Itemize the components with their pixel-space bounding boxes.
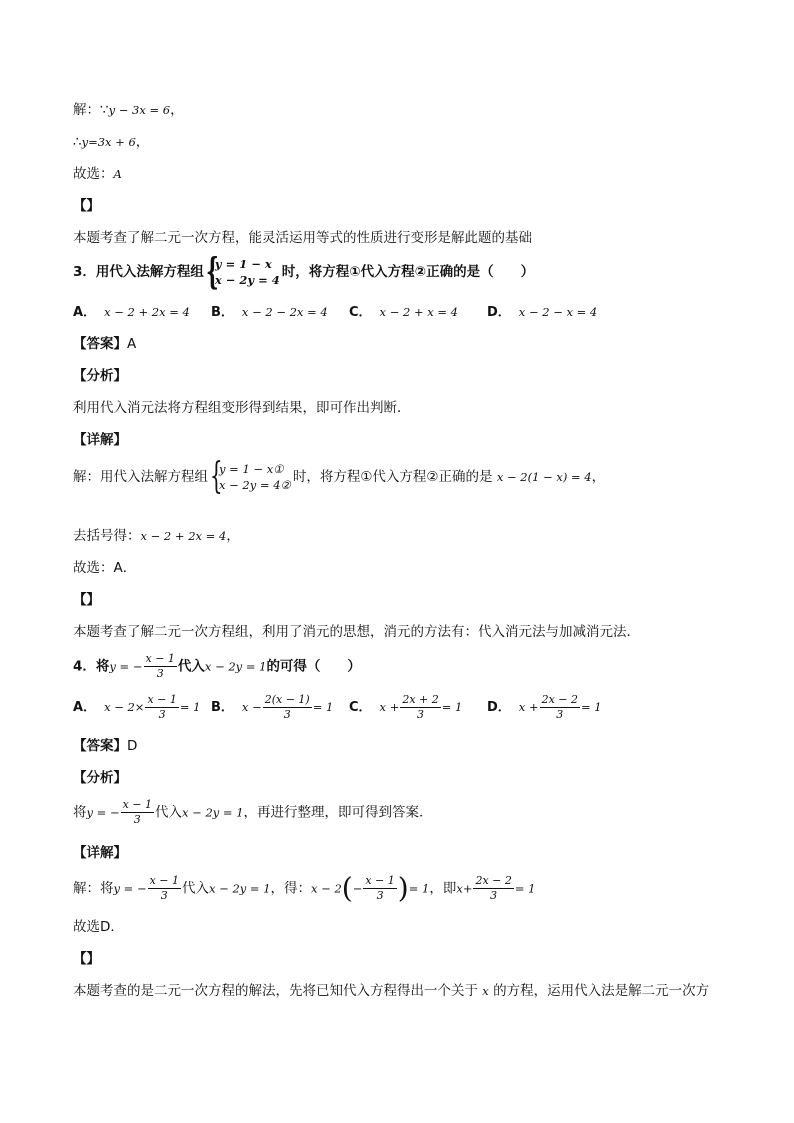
numerator: 2x + 2	[402, 693, 439, 706]
choose-line	[73, 165, 122, 183]
equation-system: { y = 1 − x① x − 2y = 4②	[210, 456, 291, 497]
punctuation: ，	[591, 469, 606, 485]
fraction	[473, 874, 513, 903]
numerator: x − 1	[365, 874, 395, 887]
q4-answer	[73, 737, 137, 755]
solution-line-1	[73, 101, 184, 119]
comment-text: 本题考查了解二元一次方程组，利用了消元的思想，消元的方法有：代入消元法与加减消元法．	[73, 624, 640, 640]
option-label: A．	[73, 700, 97, 715]
option-math: = 1	[441, 700, 463, 714]
numerator: 2(x − 1)	[264, 693, 310, 706]
comment-text: 本题考查了解二元一次方程，能灵活运用等式的性质进行变形是解此题的基础	[73, 230, 532, 246]
denominator: 3	[417, 708, 425, 721]
numerator: 2x − 2	[475, 874, 512, 887]
analysis-label: 【分析】	[73, 368, 127, 384]
math-expression: y = −	[109, 659, 143, 674]
q3-suffix: 时，将方程①代入方程②正确的是（ ）	[281, 264, 535, 280]
denominator: 3	[490, 889, 498, 902]
minus-sign: −	[352, 881, 363, 896]
answer-value: A	[127, 336, 137, 352]
q4-prefix: 4．将	[73, 658, 110, 675]
detail-get: ，得：	[270, 880, 312, 897]
detail-label: 【详解】	[73, 845, 127, 861]
option-math: = 1	[179, 700, 201, 714]
choose-line: 故选D．	[73, 919, 124, 935]
expand-prefix: 去括号得：	[73, 528, 141, 544]
option-math: x +	[379, 700, 400, 714]
q4-comment	[73, 982, 709, 1000]
detail-mid: 时，将方程①代入方程②正确的是	[292, 469, 493, 485]
q3-prefix: 3．用代入法解方程组	[73, 264, 204, 280]
math-expression: y = −	[113, 881, 147, 896]
detail-mid: 代入	[182, 880, 210, 897]
right-paren: )	[397, 871, 409, 905]
math-expression: x − 2y = 1	[204, 659, 267, 674]
math-expression: y − 3x = 6	[108, 103, 171, 117]
math-expression: x − 2	[311, 881, 342, 896]
math-expression: x − 2y = 1	[209, 881, 271, 896]
left-paren: (	[341, 871, 353, 905]
q4-suffix: 的可得（ ）	[266, 658, 361, 675]
analysis-mid: 代入	[155, 804, 183, 821]
choose-text: 故选：	[73, 166, 114, 182]
q3-option-a[interactable]	[73, 303, 190, 322]
section-bracket: 【】	[73, 198, 100, 214]
option-math: x − 2×	[104, 700, 145, 714]
q4-option-b[interactable]	[211, 693, 333, 722]
fraction	[363, 874, 396, 903]
q4-mid: 代入	[177, 658, 205, 675]
system-row-1: y = 1 − x	[214, 257, 272, 271]
choose-value: A	[113, 167, 122, 181]
math-expression: y = −	[86, 805, 120, 820]
denominator: 3	[376, 889, 384, 902]
option-math: x − 2 − x = 4	[518, 305, 598, 319]
punctuation: ，	[170, 102, 184, 118]
math-expression: y=3x + 6	[81, 135, 136, 149]
math-expression: = 1	[514, 881, 536, 896]
comment-suffix: 的方程，运用代入法是解二元一次方	[493, 983, 710, 999]
numerator: x − 1	[122, 798, 153, 811]
answer-label: 【答案】	[73, 738, 127, 754]
analysis-prefix: 将	[73, 804, 87, 821]
option-label: C．	[349, 700, 372, 715]
detail-prefix: 解：将	[73, 880, 114, 897]
detail-label: 【详解】	[73, 432, 127, 448]
option-label: D．	[487, 700, 511, 715]
analysis-text: 利用代入消元法将方程组变形得到结果，即可作出判断．	[73, 400, 411, 416]
option-label: B．	[211, 305, 234, 320]
denominator: 3	[158, 708, 166, 721]
denominator: 3	[160, 889, 168, 902]
analysis-post: ，再进行整理，即可得到答案．	[243, 804, 433, 821]
math-expression: x − 2(1 − x) = 4	[496, 470, 592, 484]
section-bracket: 【】	[73, 592, 100, 608]
analysis-label: 【分析】	[73, 770, 127, 786]
math-expression: x − 2 + 2x = 4	[140, 529, 227, 543]
solution-line-2	[73, 133, 149, 151]
option-math: x − 2 − 2x = 4	[241, 305, 328, 319]
q4-option-c[interactable]	[349, 693, 462, 722]
fraction	[145, 693, 178, 722]
fraction	[540, 693, 580, 722]
numerator: x − 1	[145, 652, 175, 665]
system-row-1: y = 1 − x①	[219, 462, 284, 476]
comment-prefix: 本题考查的是二元一次方程的解法，先将已知代入方程得出一个关于	[73, 983, 478, 999]
q3-option-b[interactable]	[211, 303, 328, 322]
detail-then: ，即	[429, 880, 457, 897]
math-variable: x	[482, 984, 489, 998]
denominator: 3	[556, 708, 564, 721]
q4-question	[73, 652, 361, 681]
q3-option-d[interactable]	[487, 303, 597, 322]
option-label: A．	[73, 305, 97, 320]
fraction	[144, 652, 177, 681]
numerator: x − 1	[147, 693, 177, 706]
system-row-2: x − 2y = 4	[214, 273, 280, 287]
fraction	[400, 693, 440, 722]
answer-value: D	[127, 738, 138, 754]
option-label: C．	[349, 305, 372, 320]
denominator: 3	[156, 667, 164, 680]
q4-detail-line	[73, 871, 536, 905]
math-expression: x+	[456, 881, 473, 896]
punctuation: ，	[226, 528, 240, 544]
choose-line: 故选：A．	[73, 560, 137, 576]
q3-question	[73, 251, 535, 293]
equation-system: { y = 1 − x x − 2y = 4	[205, 251, 280, 293]
q3-detail-line	[73, 456, 606, 497]
math-expression: = 1	[408, 881, 430, 896]
section-bracket: 【】	[73, 951, 100, 967]
q3-answer	[73, 335, 136, 353]
fraction	[263, 693, 312, 722]
denominator: 3	[283, 708, 291, 721]
option-label: B．	[211, 700, 234, 715]
numerator: 2x − 2	[541, 693, 578, 706]
q4-option-d[interactable]	[487, 693, 602, 722]
answer-label: 【答案】	[73, 336, 127, 352]
denominator: 3	[133, 813, 141, 826]
option-math: = 1	[312, 700, 334, 714]
option-math: = 1	[581, 700, 602, 714]
therefore-symbol: ∴	[73, 134, 82, 150]
q4-option-a[interactable]	[73, 693, 200, 722]
option-label: D．	[487, 305, 511, 320]
numerator: x − 1	[149, 874, 180, 887]
option-math: x −	[241, 700, 262, 714]
punctuation: ，	[135, 134, 150, 150]
detail-prefix: 解：用代入法解方程组	[73, 469, 208, 485]
math-expression: x − 2y = 1	[182, 805, 244, 820]
fraction	[121, 798, 154, 827]
option-math: x − 2 + x = 4	[379, 305, 458, 319]
solution-text: 解：∵	[73, 102, 109, 118]
expand-line	[73, 527, 240, 545]
fraction	[148, 874, 181, 903]
system-row-2: x − 2y = 4②	[219, 478, 291, 492]
option-math: x +	[518, 700, 539, 714]
q3-option-c[interactable]	[349, 303, 458, 322]
q4-analysis-line	[73, 798, 433, 827]
option-math: x − 2 + 2x = 4	[104, 305, 190, 319]
